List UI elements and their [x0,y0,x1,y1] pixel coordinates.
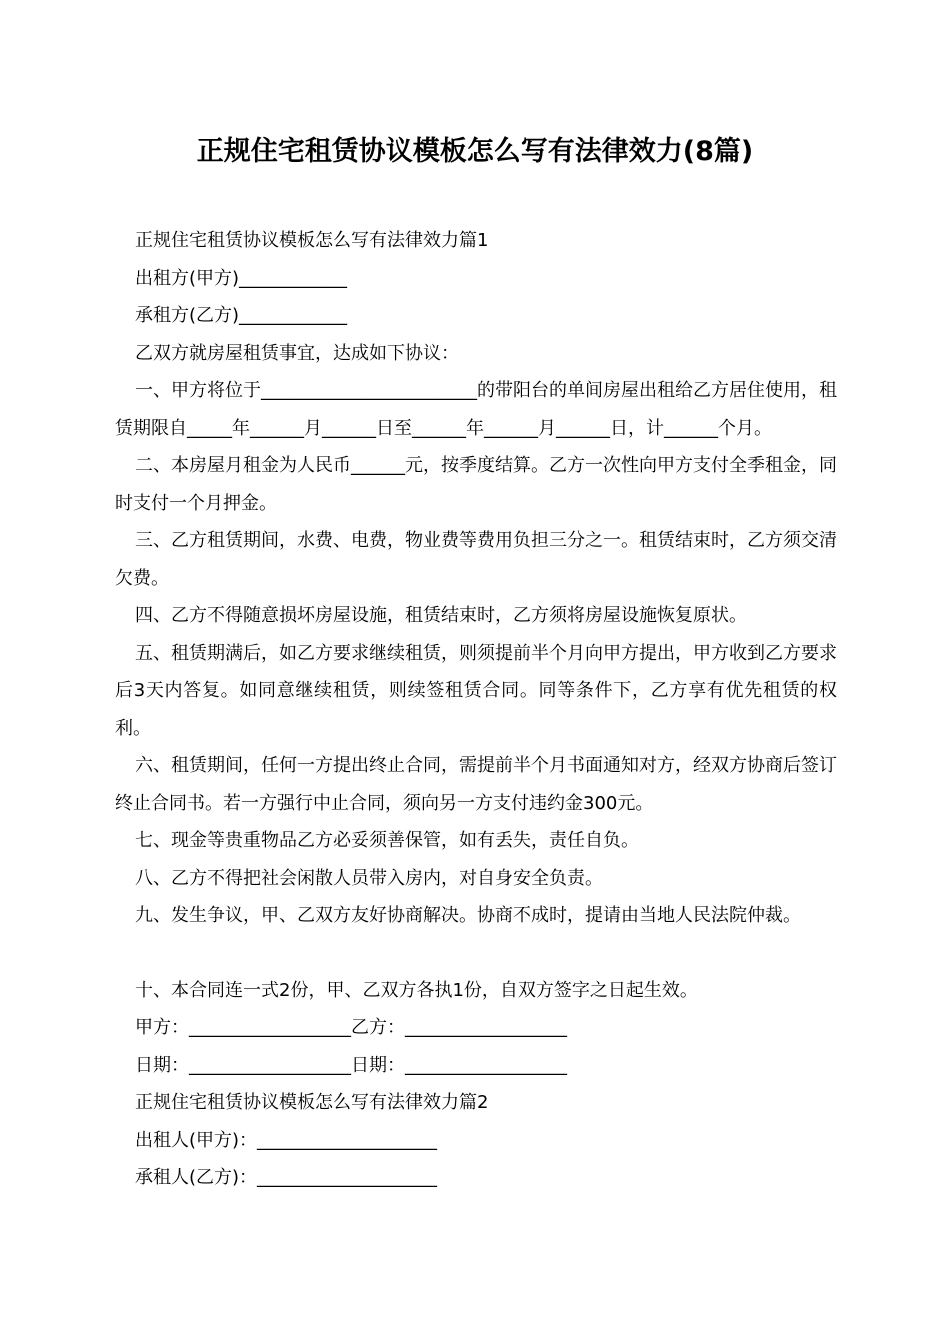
clause-10: 十、本合同连一式2份，甲、乙双方各执1份，自双方签字之日起生效。 [135,979,698,1001]
clause-8: 八、乙方不得把社会闲散人员带入房内，对自身安全负责。 [135,867,603,889]
spacer [115,935,837,972]
lessee-field: 承租方(乙方)____________ [135,305,348,326]
clause-2: 二、本房屋月租金为人民币______元，按季度结算。乙方一次性向甲方支付全季租金，同时支付一个月押金。 [115,455,837,514]
lessor-field: 出租方(甲方)____________ [135,267,348,289]
section-heading-2: 正规住宅租赁协议模板怎么写有法律效力篇2 [135,1092,489,1113]
clause-4: 四、乙方不得随意损坏房屋设施，租赁结束时，乙方须将房屋设施恢复原状。 [135,605,747,626]
document-body [115,222,837,1197]
clause-9: 九、发生争议，甲、乙双方友好协商解决。协商不成时，提请由当地人民法院仲裁。 [135,905,801,926]
clause-6: 六、租赁期间，任何一方提出终止合同，需提前半个月书面通知对方，经双方协商后签订终止合同书。若一方强行中止合同，须向另一方支付违约金300元。 [115,755,837,814]
clause-7: 七、现金等贵重物品乙方必妥须善保管，如有丢失，责任自负。 [135,830,639,851]
document-title: 正规住宅租赁协议模板怎么写有法律效力(8篇) [196,136,754,167]
agreement-intro: 乙双方就房屋租赁事宜，达成如下协议： [135,342,459,364]
lessee-field-2: 承租人(乙方)：____________________ [135,1167,438,1188]
date-line: 日期：__________________日期：__________________ [135,1054,567,1076]
signature-line: 甲方：__________________乙方：__________________ [135,1017,567,1038]
clause-5: 五、租赁期满后，如乙方要求继续租赁，则须提前半个月向甲方提出，甲方收到乙方要求后3天内答复。如同意继续租赁，则续签租赁合同。同等条件下，乙方享有优先租赁的权利。 [115,642,837,739]
clause-3: 三、乙方租赁期间，水费、电费，物业费等费用负担三分之一。租赁结束时，乙方须交清欠费。 [115,530,837,589]
clause-1: 一、甲方将位于________________________的带阳台的单间房屋出租给乙方居住使用，租赁期限自_____年______月______日至______年______月______日，计______个月。 [115,380,837,439]
lessor-field-2: 出租人(甲方)：____________________ [135,1129,438,1151]
section-heading-1: 正规住宅租赁协议模板怎么写有法律效力篇1 [135,230,489,251]
